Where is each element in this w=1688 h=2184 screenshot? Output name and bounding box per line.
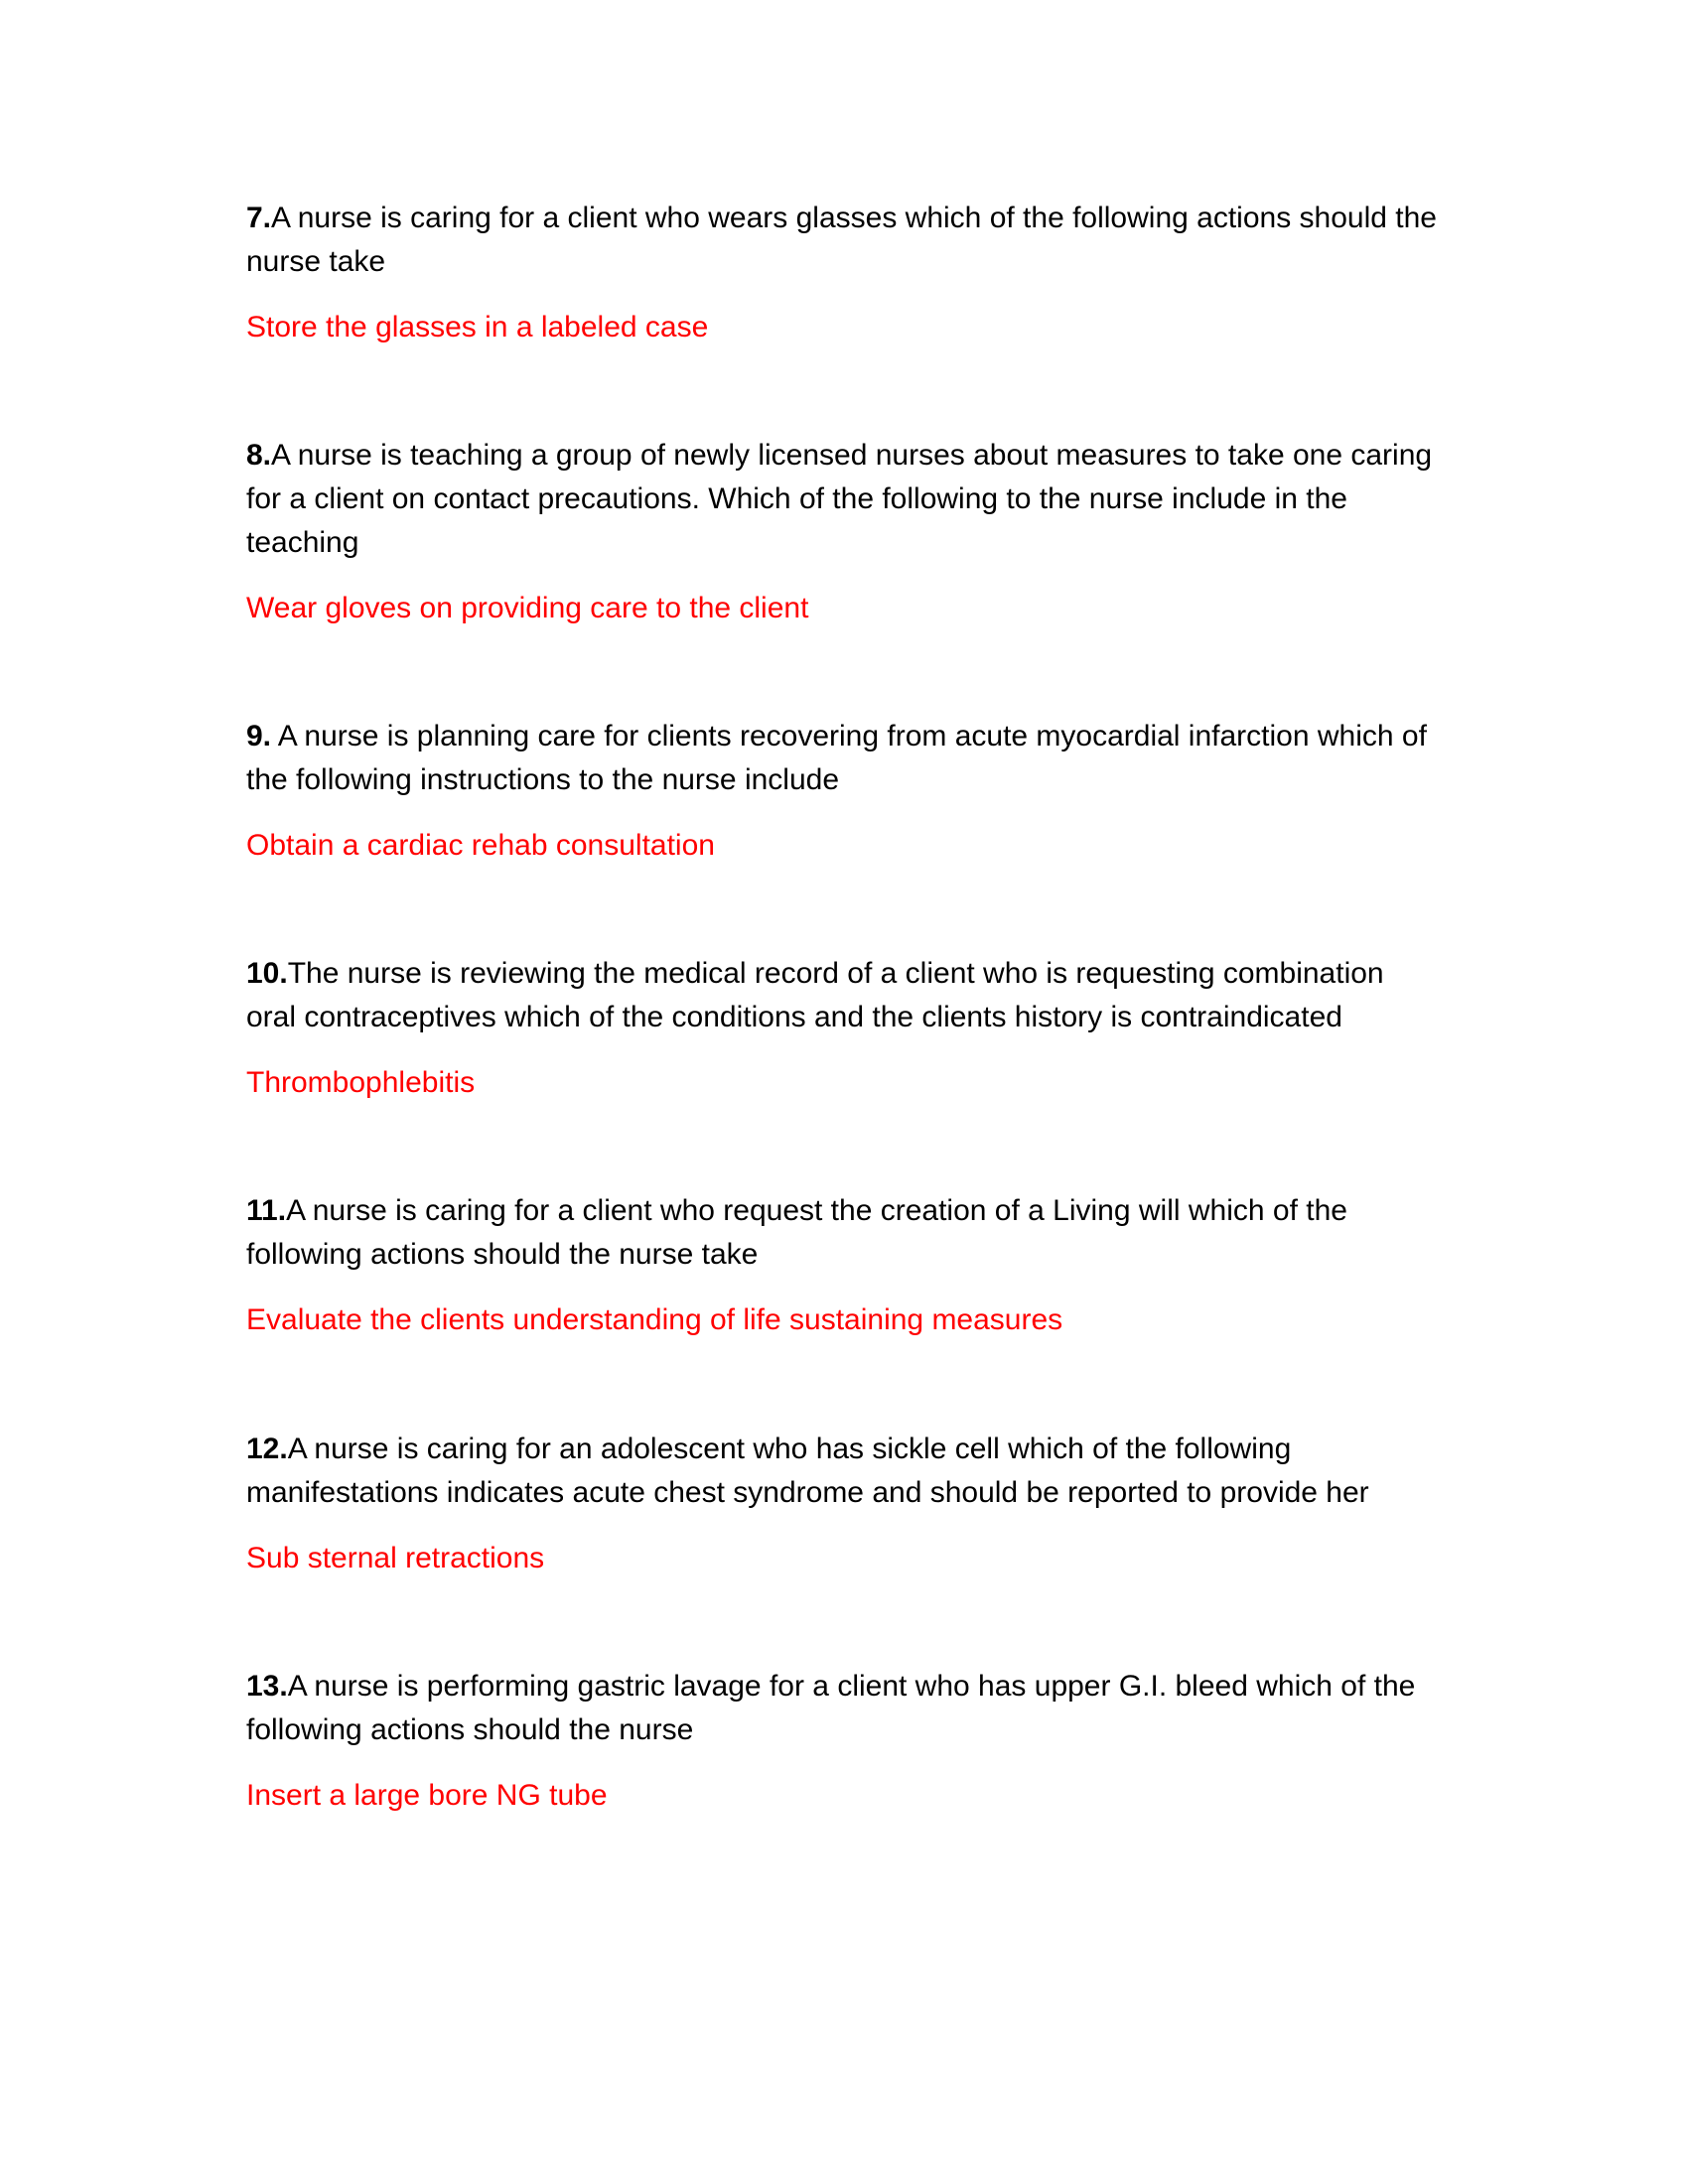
question-body: The nurse is reviewing the medical record of a client who is requesting combination oral contraceptives which of the conditions and the clients history is contraindicated bbox=[246, 957, 1384, 1033]
question-number: 12. bbox=[246, 1433, 288, 1465]
answer-text: Obtain a cardiac rehab consultation bbox=[246, 829, 715, 862]
question-number: 9. bbox=[246, 720, 272, 752]
question-number: 10. bbox=[246, 957, 288, 990]
question-text bbox=[246, 434, 1438, 565]
question-text bbox=[246, 1428, 1438, 1515]
question-text bbox=[246, 1665, 1438, 1752]
question-block-13 bbox=[246, 1665, 1438, 1818]
question-block-8 bbox=[246, 434, 1438, 630]
question-number: 8. bbox=[246, 439, 272, 472]
answer-text: Insert a large bore NG tube bbox=[246, 1779, 608, 1812]
answer-text: Store the glasses in a labeled case bbox=[246, 311, 709, 343]
answer-text: Thrombophlebitis bbox=[246, 1066, 476, 1099]
answer-text: Sub sternal retractions bbox=[246, 1542, 545, 1574]
question-body: A nurse is caring for an adolescent who has sickle cell which of the following manifestations indicates acute chest syndrome and should be reported to provide her bbox=[246, 1433, 1369, 1509]
answer-text: Wear gloves on providing care to the client bbox=[246, 592, 809, 624]
question-body: A nurse is caring for a client who request the creation of a Living will which of the following actions should the nurse take bbox=[246, 1194, 1347, 1271]
question-block-10 bbox=[246, 952, 1438, 1105]
question-block-12 bbox=[246, 1428, 1438, 1580]
question-text bbox=[246, 1189, 1438, 1277]
question-number: 13. bbox=[246, 1670, 288, 1703]
question-number: 11. bbox=[246, 1194, 287, 1227]
question-body: A nurse is teaching a group of newly licensed nurses about measures to take one caring for a client on contact precautions. Which of the following to the nurse include in the teaching bbox=[246, 439, 1433, 559]
question-body: A nurse is performing gastric lavage for a client who has upper G.I. bleed which of the following actions should the nurse bbox=[246, 1670, 1416, 1746]
question-body: A nurse is planning care for clients recovering from acute myocardial infarction which of the following instructions to the nurse include bbox=[246, 720, 1427, 796]
question-body: A nurse is caring for a client who wears glasses which of the following actions should the nurse take bbox=[246, 202, 1437, 278]
question-block-7 bbox=[246, 197, 1438, 349]
question-block-9 bbox=[246, 715, 1438, 868]
question-text bbox=[246, 715, 1438, 802]
answer-text: Evaluate the clients understanding of life sustaining measures bbox=[246, 1303, 1063, 1336]
question-block-11 bbox=[246, 1189, 1438, 1342]
question-text bbox=[246, 197, 1438, 284]
question-text bbox=[246, 952, 1438, 1039]
question-number: 7. bbox=[246, 202, 272, 234]
